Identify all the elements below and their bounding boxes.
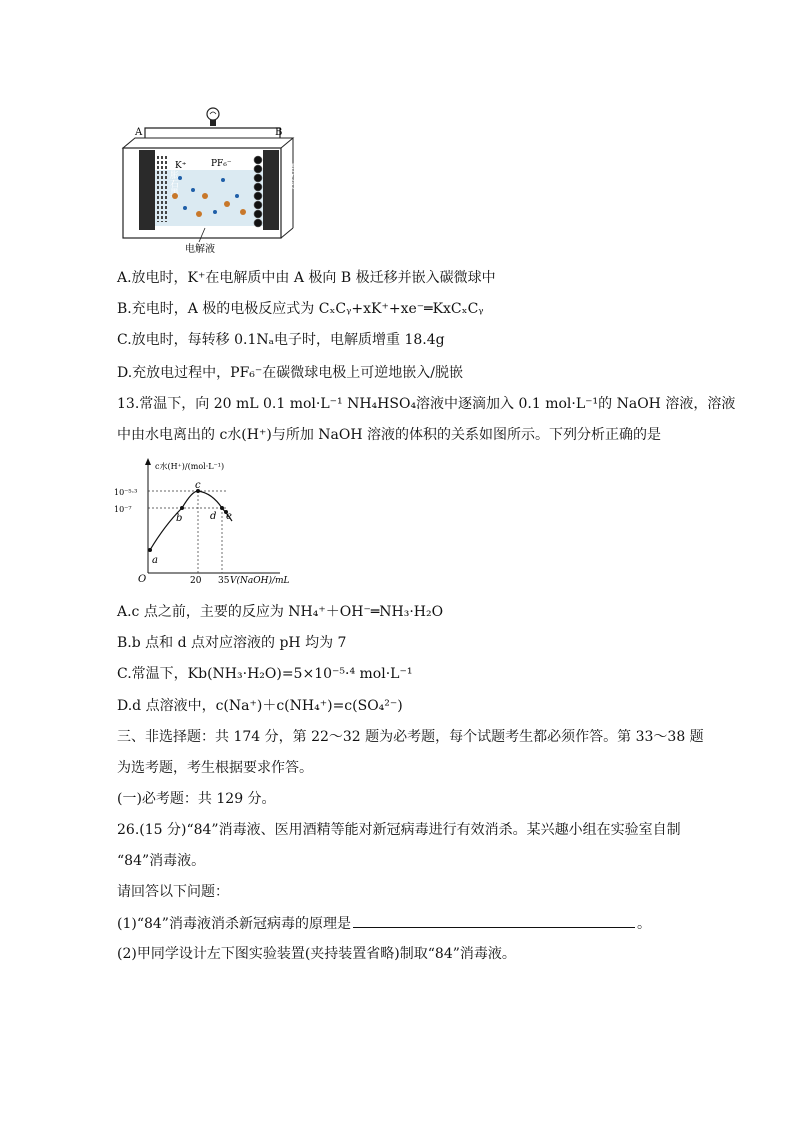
q26-part1-prefix: (1)“84”消毒液消杀新冠病毒的原理是 xyxy=(117,916,351,932)
battery-diagram xyxy=(115,100,310,260)
q26-stem-line1: 26.(15 分)“84”消毒液、医用酒精等能对新冠病毒进行有效消杀。某兴趣小组在实验室自制 xyxy=(117,822,681,838)
svg-text:b: b xyxy=(176,513,183,524)
electrolyte-label: 电解液 xyxy=(185,244,215,255)
q26-part2: (2)甲同学设计左下图实验装置(夹持装置省略)制取“84”消毒液。 xyxy=(117,946,516,962)
required-heading: (一)必考题：共 129 分。 xyxy=(117,791,276,807)
q12-option-c: C.放电时，每转移 0.1Nₐ电子时，电解质增重 18.4g xyxy=(117,332,445,348)
q13-stem-line1: 13.常温下，向 20 mL 0.1 mol·L⁻¹ NH₄HSO₄溶液中逐滴加入 0.1 mol·L⁻¹的 NaOH 溶液，溶液 xyxy=(117,396,736,412)
q12-option-b: B.充电时，A 极的电极反应式为 CₓCᵧ+xK⁺+xe⁻═KxCₓCᵧ xyxy=(117,301,484,317)
svg-text:e: e xyxy=(226,511,232,522)
q26-part1-suffix: 。 xyxy=(636,916,651,932)
y-tick-2: 10⁻⁷ xyxy=(114,505,132,514)
answer-blank[interactable] xyxy=(353,913,635,928)
y-axis-label: c水(H⁺)/(mol·L⁻¹) xyxy=(155,462,225,471)
right-electrode xyxy=(263,150,279,230)
x-tick-20: 20 xyxy=(190,576,202,585)
origin-label: O xyxy=(138,574,147,585)
right-electrode-label: 碳微球 xyxy=(266,163,293,173)
label-a: A xyxy=(135,127,143,138)
q12-option-a: A.放电时，K⁺在电解质中由 A 极向 B 极迁移并嵌入碳微球中 xyxy=(117,270,496,286)
section3-line1: 三、非选择题：共 174 分，第 22～32 题为必考题，每个试题考生都必须作答。第 33～38 题 xyxy=(117,729,704,745)
q13-chart xyxy=(110,455,300,585)
point-a xyxy=(148,548,158,566)
label-b: B xyxy=(275,127,283,138)
point-e xyxy=(224,510,232,522)
q13-option-b: B.b 点和 d 点对应溶液的 pH 均为 7 xyxy=(117,635,347,651)
x-tick-35: 35 xyxy=(218,576,230,585)
titration-curve xyxy=(150,491,232,550)
bulb-icon xyxy=(207,108,219,126)
svg-text:a: a xyxy=(152,555,158,566)
q13-option-d: D.d 点溶液中，c(Na⁺)＋c(NH₄⁺)=c(SO₄²⁻) xyxy=(117,698,403,714)
svg-text:d: d xyxy=(210,511,217,522)
q13-option-a: A.c 点之前，主要的反应为 NH₄⁺＋OH⁻═NH₃·H₂O xyxy=(117,604,444,620)
q12-option-d: D.充放电过程中，PF₆⁻在碳微球电极上可逆地嵌入/脱嵌 xyxy=(117,365,464,381)
q13-option-c: C.常温下，Kb(NH₃·H₂O)=5×10⁻⁵·⁴ mol·L⁻¹ xyxy=(117,666,413,682)
svg-text:c: c xyxy=(195,480,201,491)
point-b xyxy=(176,506,184,524)
q26-part1 xyxy=(117,913,651,934)
anion-label: PF₆⁻ xyxy=(211,159,232,169)
q26-stem-line2: “84”消毒液。 xyxy=(117,853,206,869)
q13-stem-line2: 中由水电离出的 c水(H⁺)与所加 NaOH 溶液的体积的关系如图所示。下列分析正确的是 xyxy=(117,427,661,443)
x-axis-label: V(NaOH)/mL xyxy=(230,576,290,585)
y-tick-1: 10⁻⁵·³ xyxy=(114,488,138,497)
q26-prompt: 请回答以下问题： xyxy=(117,884,229,900)
left-electrode-label: 膨胀石墨 xyxy=(142,161,178,171)
section3-line2: 为选考题，考生根据要求作答。 xyxy=(117,760,313,776)
cation-label: K⁺ xyxy=(175,161,187,171)
